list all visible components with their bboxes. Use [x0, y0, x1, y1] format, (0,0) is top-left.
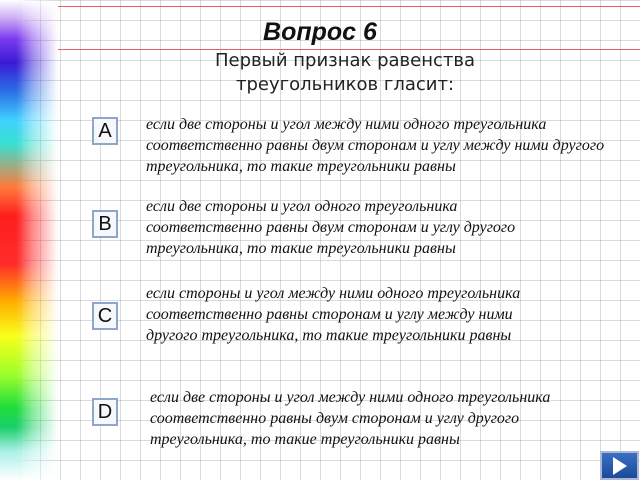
option-c-text: если стороны и угол между ними одного треугольника соответственно равны сторонам и углу между ними другого треугольника, то такие треугольники равны: [146, 285, 521, 344]
margin-line-top: [58, 6, 640, 7]
question-title: Вопрос 6: [263, 18, 377, 46]
option-d-button[interactable]: D: [92, 398, 118, 426]
play-arrow-icon: [613, 457, 627, 475]
question-subtitle: Первый признак равенства треугольников гласит:: [214, 50, 476, 95]
option-c-button[interactable]: C: [92, 302, 118, 330]
option-a-text: если две стороны и угол между ними одного треугольника соответственно равны двум сторонам и углу между ними другого треугольника, то такие треугольники равны: [146, 116, 605, 175]
rainbow-sidebar: [0, 0, 58, 480]
next-slide-button[interactable]: [600, 451, 639, 480]
option-a-button[interactable]: A: [92, 117, 118, 145]
option-d-text: если две стороны и угол между ними одного треугольника соответственно равны двум сторонам и углу другого треугольника, то такие треугольники равны: [150, 389, 551, 448]
option-b-button[interactable]: B: [92, 210, 118, 238]
option-b-text: если две стороны и угол одного треугольника соответственно равны двум сторонам и углу другого треугольника, то такие треугольники равны: [146, 198, 516, 257]
